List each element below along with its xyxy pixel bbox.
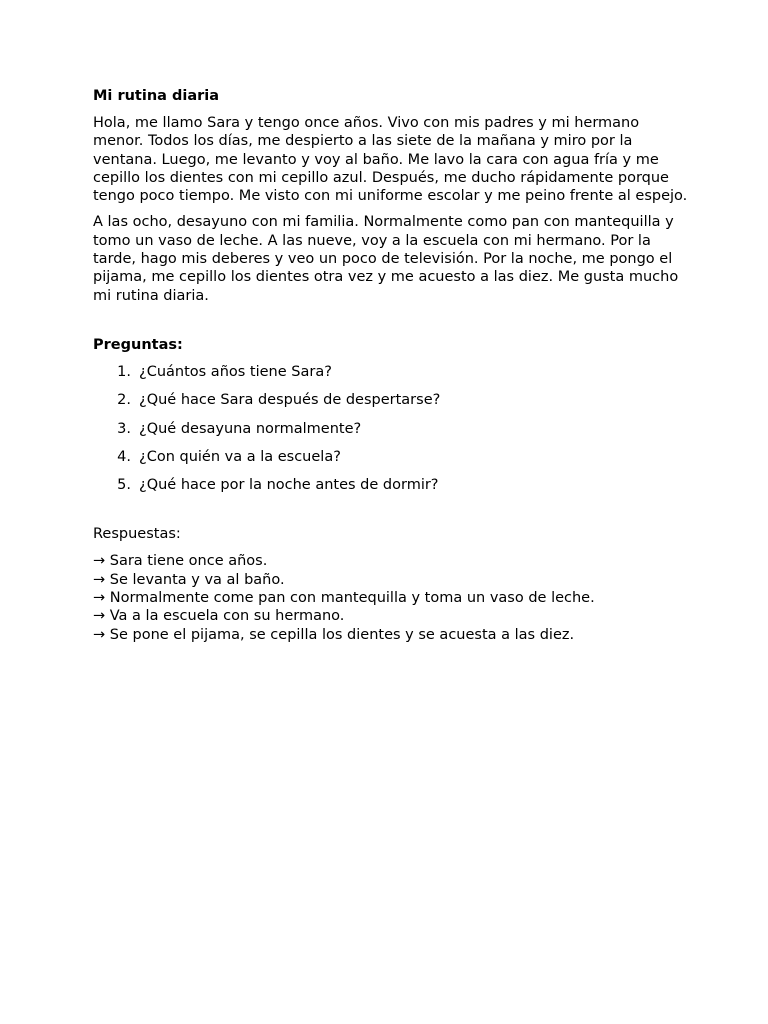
question-number: 3. [117, 420, 131, 437]
question-text: ¿Con quién va a la escuela? [139, 448, 341, 465]
answers-heading: Respuestas: [93, 526, 181, 543]
question-text: ¿Qué hace por la noche antes de dormir? [139, 477, 439, 494]
question-item [93, 420, 693, 438]
paragraph-routine: A las ocho, desayuno con mi familia. Normalmente como pan con mantequilla y tomo un vaso de leche. A las nueve, voy a la escuela con mi hermano. Por la tarde, hago mis deberes y veo un poco de televisión. Por la noche, me pongo el pijama, me cepillo los dientes otra vez y me acuesto a las diez. Me gusta mucho mi rutina diaria. [93, 214, 679, 304]
question-text: ¿Qué desayuna normalmente? [139, 420, 362, 437]
document-page [93, 86, 693, 644]
answers-list [93, 552, 693, 643]
question-item [93, 391, 693, 409]
question-number: 2. [117, 392, 131, 409]
answer-item: → Va a la escuela con su hermano. [93, 608, 345, 625]
question-text: ¿Qué hace Sara después de despertarse? [139, 392, 441, 409]
question-number: 1. [117, 363, 131, 380]
question-item [93, 476, 693, 494]
document-title: Mi rutina diaria [93, 88, 220, 104]
answer-item: → Se levanta y va al baño. [93, 571, 285, 588]
questions-heading: Preguntas: [93, 336, 183, 353]
questions-list [93, 363, 693, 494]
question-text: ¿Cuántos años tiene Sara? [139, 363, 332, 380]
question-item [93, 363, 693, 381]
answer-item: → Sara tiene once años. [93, 553, 268, 570]
answer-item: → Normalmente come pan con mantequilla y toma un vaso de leche. [93, 590, 595, 607]
question-number: 5. [117, 477, 131, 494]
question-number: 4. [117, 448, 131, 465]
paragraph-intro: Hola, me llamo Sara y tengo once años. Vivo con mis padres y mi hermano menor. Todos los días, me despierto a las siete de la mañana y miro por la ventana. Luego, me levanto y voy al baño. Me lavo la cara con agua fría y me cepillo los dientes con mi cepillo azul. Después, me ducho rápidamente porque tengo poco tiempo. Me visto con mi uniforme escolar y me peino frente al espejo. [93, 115, 688, 205]
answer-item: → Se pone el pijama, se cepilla los dientes y se acuesta a las diez. [93, 626, 575, 643]
question-item [93, 448, 693, 466]
